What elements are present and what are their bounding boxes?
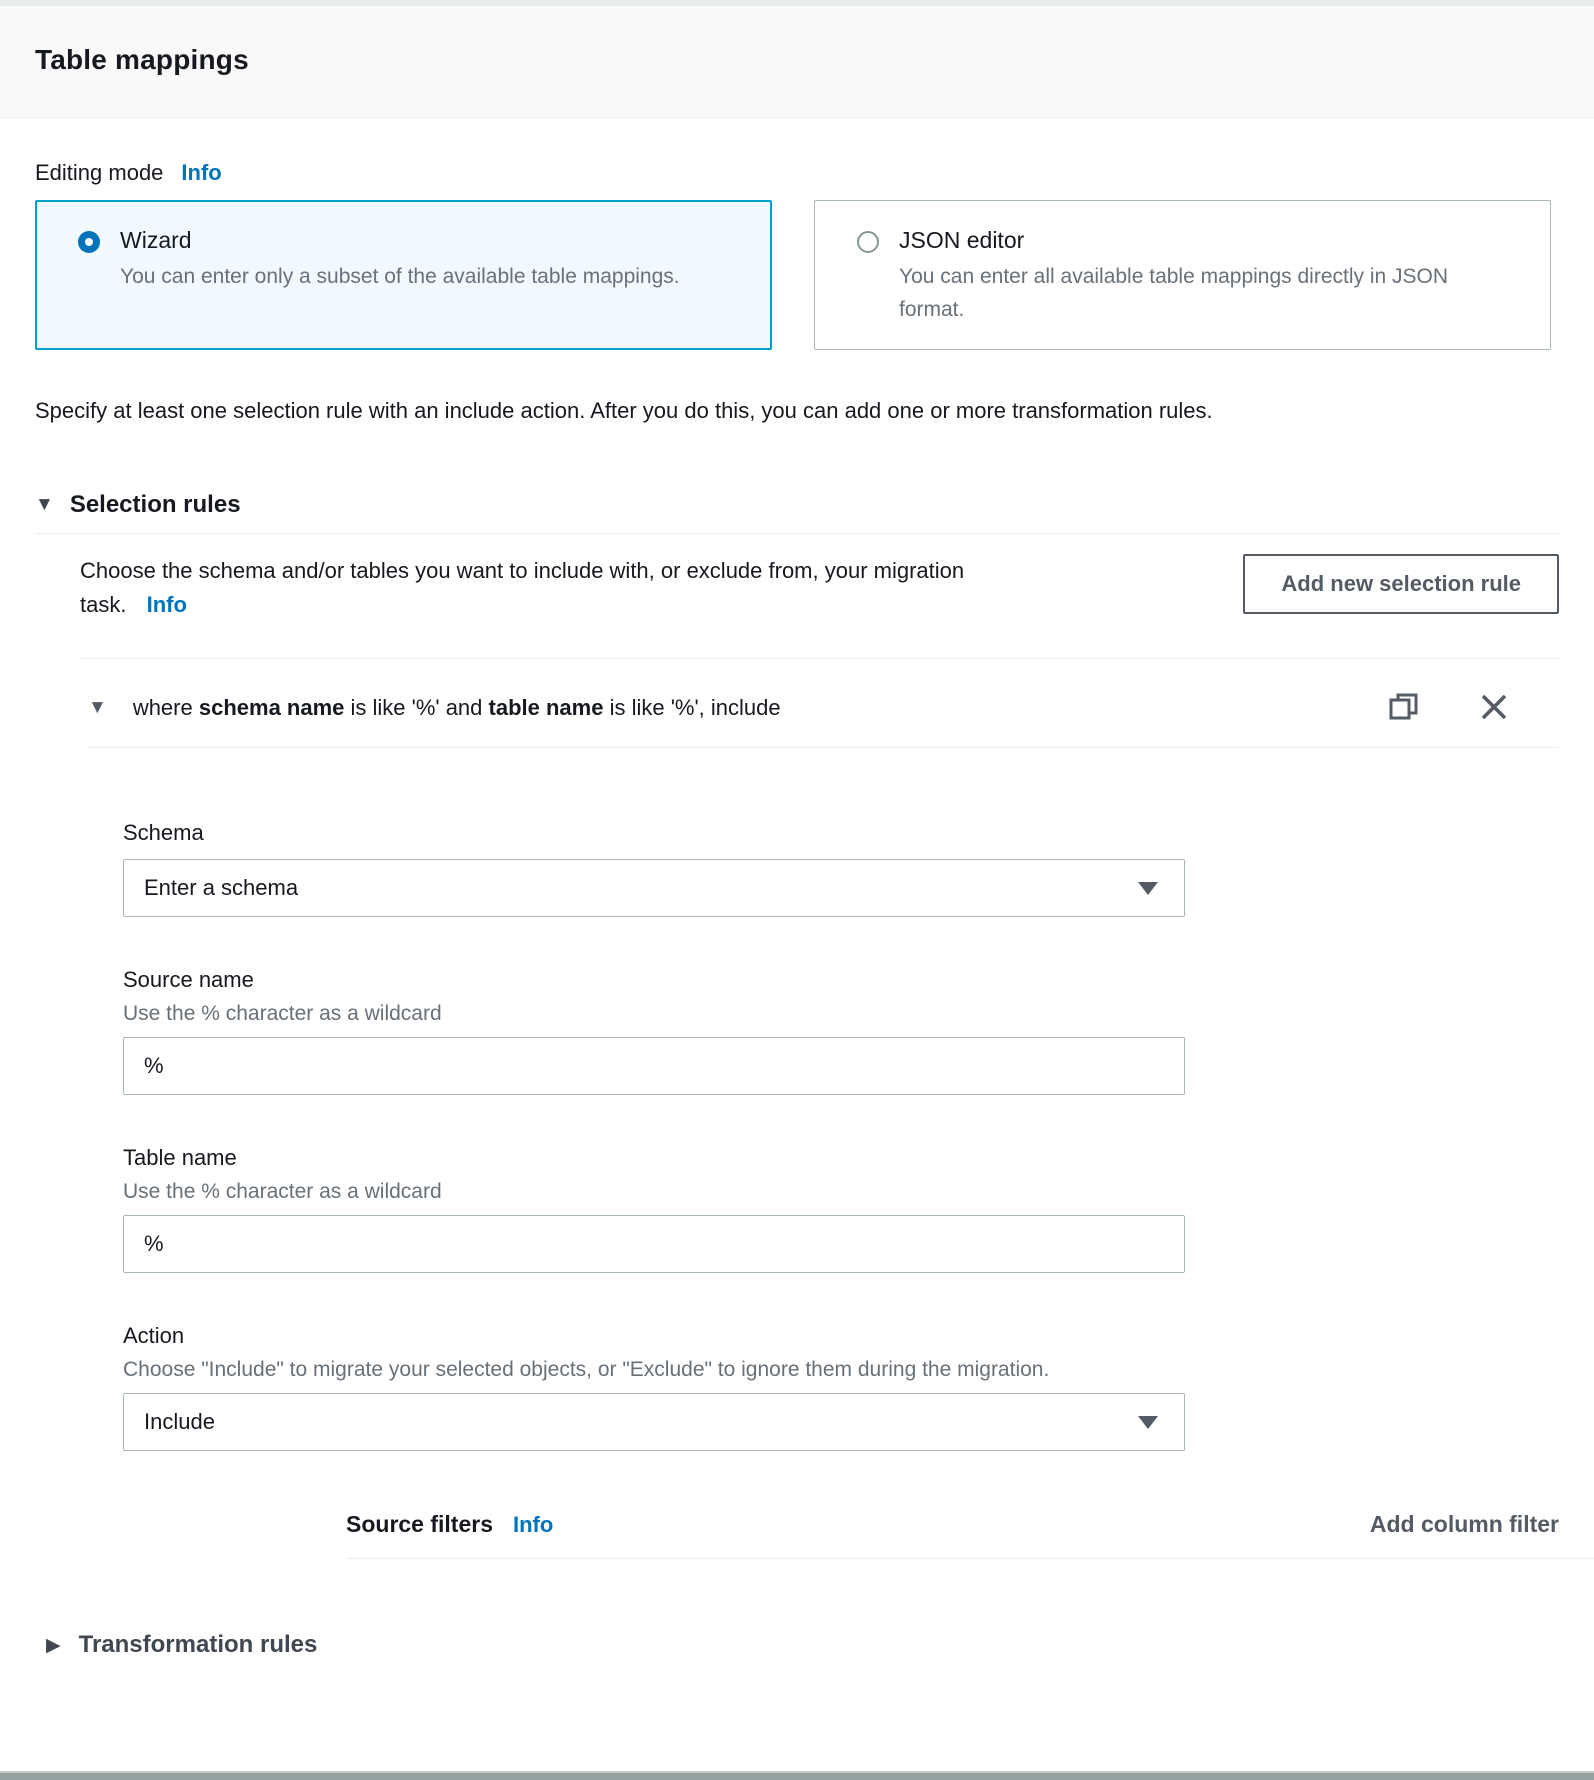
wizard-radio-selected[interactable] bbox=[78, 231, 100, 253]
editing-mode-options bbox=[35, 200, 1559, 350]
source-filters-info-link[interactable]: Info bbox=[513, 1512, 554, 1538]
action-select-value: Include bbox=[144, 1409, 215, 1435]
selection-rules-description: Choose the schema and/or tables you want to include with, or exclude from, your migration task. Info bbox=[80, 558, 965, 618]
editing-mode-option-json-editor[interactable] bbox=[814, 200, 1551, 350]
table-name-label: Table name bbox=[123, 1145, 237, 1171]
source-name-input[interactable] bbox=[123, 1037, 1185, 1095]
close-icon bbox=[1479, 692, 1509, 725]
selection-rules-title: Selection rules bbox=[69, 491, 241, 518]
schema-select[interactable] bbox=[123, 859, 1185, 917]
wizard-option-label: Wizard bbox=[120, 227, 192, 253]
page-title: Table mappings bbox=[35, 44, 249, 75]
selection-rules-info-link[interactable]: Info bbox=[146, 592, 187, 618]
section-divider bbox=[35, 533, 1559, 534]
rule-actions bbox=[1387, 691, 1559, 725]
copy-icon bbox=[1388, 691, 1420, 726]
table-name-hint: Use the % character as a wildcard bbox=[123, 1180, 442, 1204]
action-field bbox=[123, 1323, 1559, 1451]
source-name-field bbox=[123, 967, 1559, 1095]
source-filters-title: Source filters bbox=[346, 1511, 493, 1538]
transformation-rules-title: Transformation rules bbox=[78, 1631, 318, 1659]
rule-collapse-triangle-icon[interactable]: ▼ bbox=[88, 697, 107, 719]
source-filters-divider bbox=[346, 1558, 1594, 1559]
add-column-filter-button[interactable]: Add column filter bbox=[1369, 1511, 1559, 1538]
action-select[interactable] bbox=[123, 1393, 1185, 1451]
json-editor-option-label: JSON editor bbox=[899, 227, 1025, 253]
chevron-down-icon bbox=[1138, 882, 1158, 895]
collapse-triangle-icon: ▼ bbox=[35, 494, 54, 515]
json-editor-option-description: You can enter all available table mappings directly in JSON format. bbox=[899, 265, 1449, 321]
table-name-input[interactable] bbox=[123, 1215, 1185, 1273]
wizard-option-description: You can enter only a subset of the available table mappings. bbox=[120, 265, 680, 288]
action-hint: Choose "Include" to migrate your selected objects, or "Exclude" to ignore them during the migration. bbox=[123, 1358, 1050, 1382]
source-name-hint: Use the % character as a wildcard bbox=[123, 1002, 442, 1026]
remove-rule-button[interactable] bbox=[1477, 691, 1511, 725]
table-name-field bbox=[123, 1145, 1559, 1273]
schema-label: Schema bbox=[123, 820, 204, 846]
selection-rule-body bbox=[123, 820, 1559, 1559]
rule-divider-bottom bbox=[88, 747, 1559, 748]
editing-mode-option-wizard[interactable] bbox=[35, 200, 772, 350]
duplicate-rule-button[interactable] bbox=[1387, 691, 1421, 725]
editing-mode-row bbox=[35, 160, 1559, 186]
selection-rule-header bbox=[88, 691, 1559, 725]
selection-rules-toolbar bbox=[35, 554, 1559, 622]
expand-triangle-icon: ▶ bbox=[46, 1634, 61, 1656]
source-name-label: Source name bbox=[123, 967, 254, 993]
table-mappings-panel bbox=[0, 118, 1594, 1659]
add-new-selection-rule-button[interactable]: Add new selection rule bbox=[1243, 554, 1559, 614]
table-mappings-header bbox=[0, 6, 1594, 118]
editing-mode-info-link[interactable]: Info bbox=[181, 160, 222, 185]
action-label: Action bbox=[123, 1323, 185, 1349]
editing-mode-label: Editing mode bbox=[35, 160, 164, 185]
source-filters-section bbox=[346, 1511, 1559, 1559]
rule-divider-top bbox=[80, 658, 1559, 659]
schema-field bbox=[123, 820, 1559, 917]
transformation-rules-section-header[interactable] bbox=[46, 1631, 1559, 1659]
schema-select-value: Enter a schema bbox=[144, 875, 299, 901]
rule-summary-text: where schema name is like '%' and table name is like '%', include bbox=[132, 695, 781, 721]
horizontal-scrollbar[interactable] bbox=[0, 1771, 1594, 1780]
selection-rules-section-header[interactable] bbox=[35, 491, 1559, 519]
intro-text: Specify at least one selection rule with an include action. After you do this, you can add one or more transformation rules. bbox=[35, 398, 1213, 423]
chevron-down-icon bbox=[1138, 1416, 1158, 1429]
json-editor-radio-unselected[interactable] bbox=[857, 231, 879, 253]
